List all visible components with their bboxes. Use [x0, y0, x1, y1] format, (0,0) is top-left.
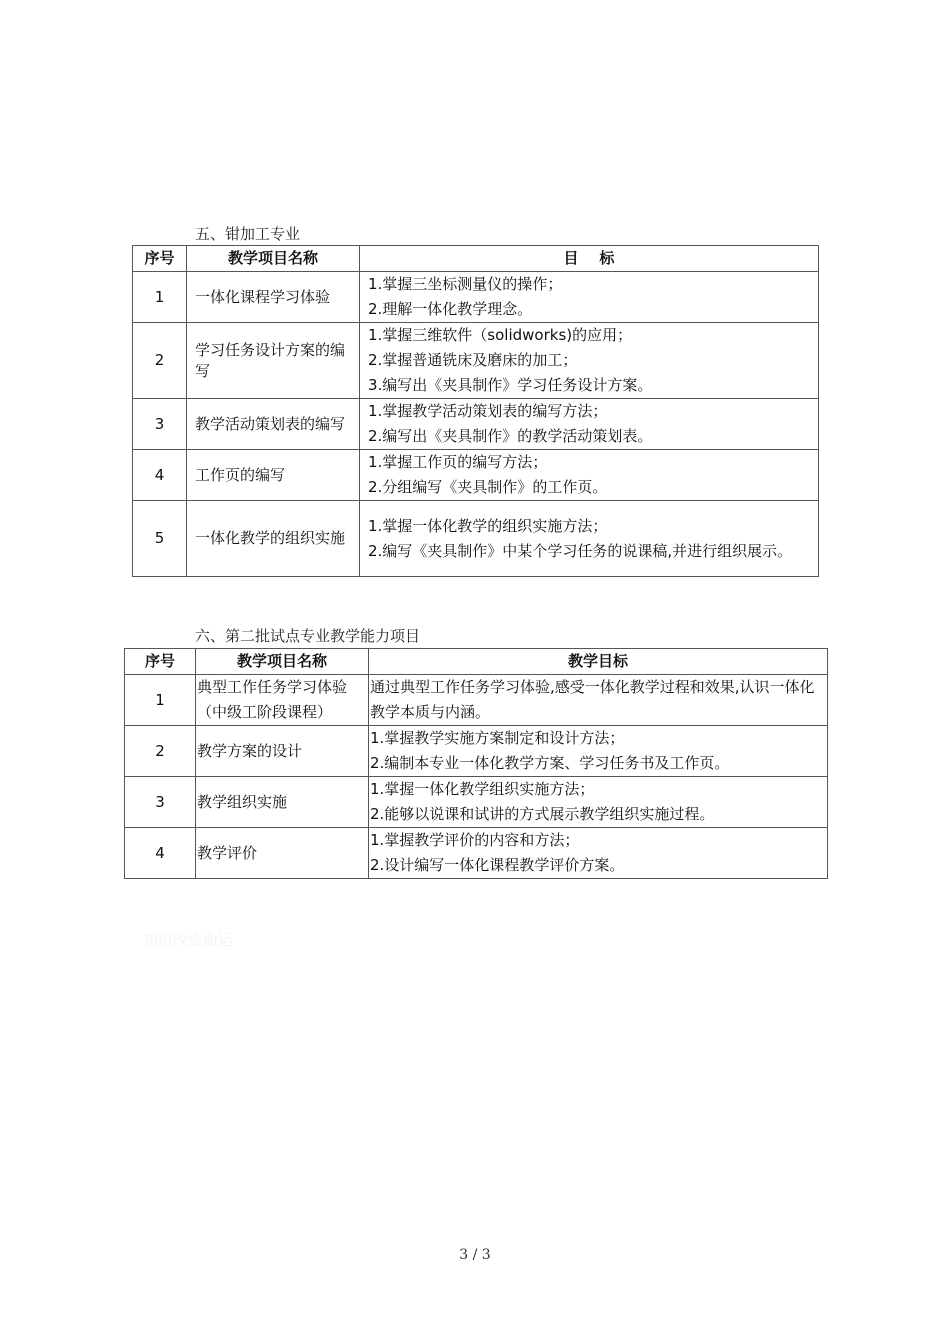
header-name: 教学项目名称	[187, 246, 360, 272]
row-goals	[360, 323, 819, 399]
goal-line: 2.掌握普通铣床及磨床的加工；	[368, 351, 578, 369]
goal-line: 2.设计编写一体化课程教学评价方案。	[370, 856, 625, 874]
goal-line: 1.掌握工作页的编写方法；	[368, 453, 548, 471]
table-header-row	[125, 649, 828, 675]
table-header-row	[133, 246, 819, 272]
row-goals	[360, 272, 819, 323]
row-no: 5	[133, 501, 187, 577]
goal-line: 通过典型工作任务学习体验,感受一体化教学过程和效果,认识一体化教学本质与内涵。	[370, 678, 815, 721]
goal-line: 1.掌握一体化教学的组织实施方法；	[368, 516, 608, 535]
row-name: 教学评价	[196, 828, 369, 879]
header-goal: 教学目标	[369, 649, 828, 675]
goal-line: 1.掌握教学实施方案制定和设计方法；	[370, 729, 625, 747]
row-name: 工作页的编写	[187, 450, 360, 501]
header-no: 序号	[133, 246, 187, 272]
row-name: 教学组织实施	[196, 777, 369, 828]
row-no: 2	[133, 323, 187, 399]
goal-line: 1.掌握三坐标测量仪的操作；	[368, 275, 563, 293]
header-name: 教学项目名称	[196, 649, 369, 675]
row-name: 典型工作任务学习体验（中级工阶段课程）	[196, 675, 369, 726]
goal-line: 3.编写出《夹具制作》学习任务设计方案。	[368, 376, 653, 394]
table-row	[133, 501, 819, 577]
table-row	[133, 272, 819, 323]
row-goals	[360, 399, 819, 450]
row-no: 4	[133, 450, 187, 501]
goal-line: 2.编写出《夹具制作》的教学活动策划表。	[368, 427, 653, 445]
row-no: 3	[133, 399, 187, 450]
header-goal: 目 标	[360, 246, 819, 272]
row-name: 一体化课程学习体验	[187, 272, 360, 323]
goal-line: 2.理解一体化教学理念。	[368, 300, 533, 318]
goal-line: 2.编制本专业一体化教学方案、学习任务书及工作页。	[370, 754, 730, 772]
row-no: 4	[125, 828, 196, 879]
goal-line: 1.掌握教学活动策划表的编写方法；	[368, 402, 608, 420]
page-number: 3 / 3	[459, 1247, 491, 1263]
table-row	[133, 399, 819, 450]
row-goals	[369, 777, 828, 828]
row-name: 教学方案的设计	[196, 726, 369, 777]
row-goals	[369, 828, 828, 879]
goal-line: 1.掌握一体化教学组织实施方法；	[370, 780, 595, 798]
row-name: 教学活动策划表的编写	[187, 399, 360, 450]
table-row	[133, 450, 819, 501]
section-6-table	[124, 648, 828, 879]
goal-line: 2.编写《夹具制作》中某个学习任务的说课稿,并进行组织展示。	[368, 541, 793, 560]
row-no: 2	[125, 726, 196, 777]
row-goals	[369, 675, 828, 726]
row-goals	[369, 726, 828, 777]
row-name: 学习任务设计方案的编写	[187, 323, 360, 399]
goal-line: 2.分组编写《夹具制作》的工作页。	[368, 478, 608, 496]
table-row	[125, 726, 828, 777]
row-name: 一体化教学的组织实施	[187, 501, 360, 577]
table-row	[125, 777, 828, 828]
row-no: 3	[125, 777, 196, 828]
row-goals	[360, 450, 819, 501]
table-row	[125, 675, 828, 726]
watermark: 知识改变命运	[143, 931, 234, 949]
goal-line: 1.掌握教学评价的内容和方法；	[370, 831, 580, 849]
row-no: 1	[133, 272, 187, 323]
row-goals	[360, 501, 819, 577]
goal-line: 1.掌握三维软件（solidworks)的应用；	[368, 326, 633, 344]
section-5-table	[132, 245, 819, 577]
table-row	[133, 323, 819, 399]
section-5-title: 五、钳加工专业	[195, 225, 301, 243]
header-no: 序号	[125, 649, 196, 675]
section-6-title: 六、第二批试点专业教学能力项目	[195, 627, 421, 645]
goal-line: 2.能够以说课和试讲的方式展示教学组织实施过程。	[370, 805, 715, 823]
table-row	[125, 828, 828, 879]
row-no: 1	[125, 675, 196, 726]
